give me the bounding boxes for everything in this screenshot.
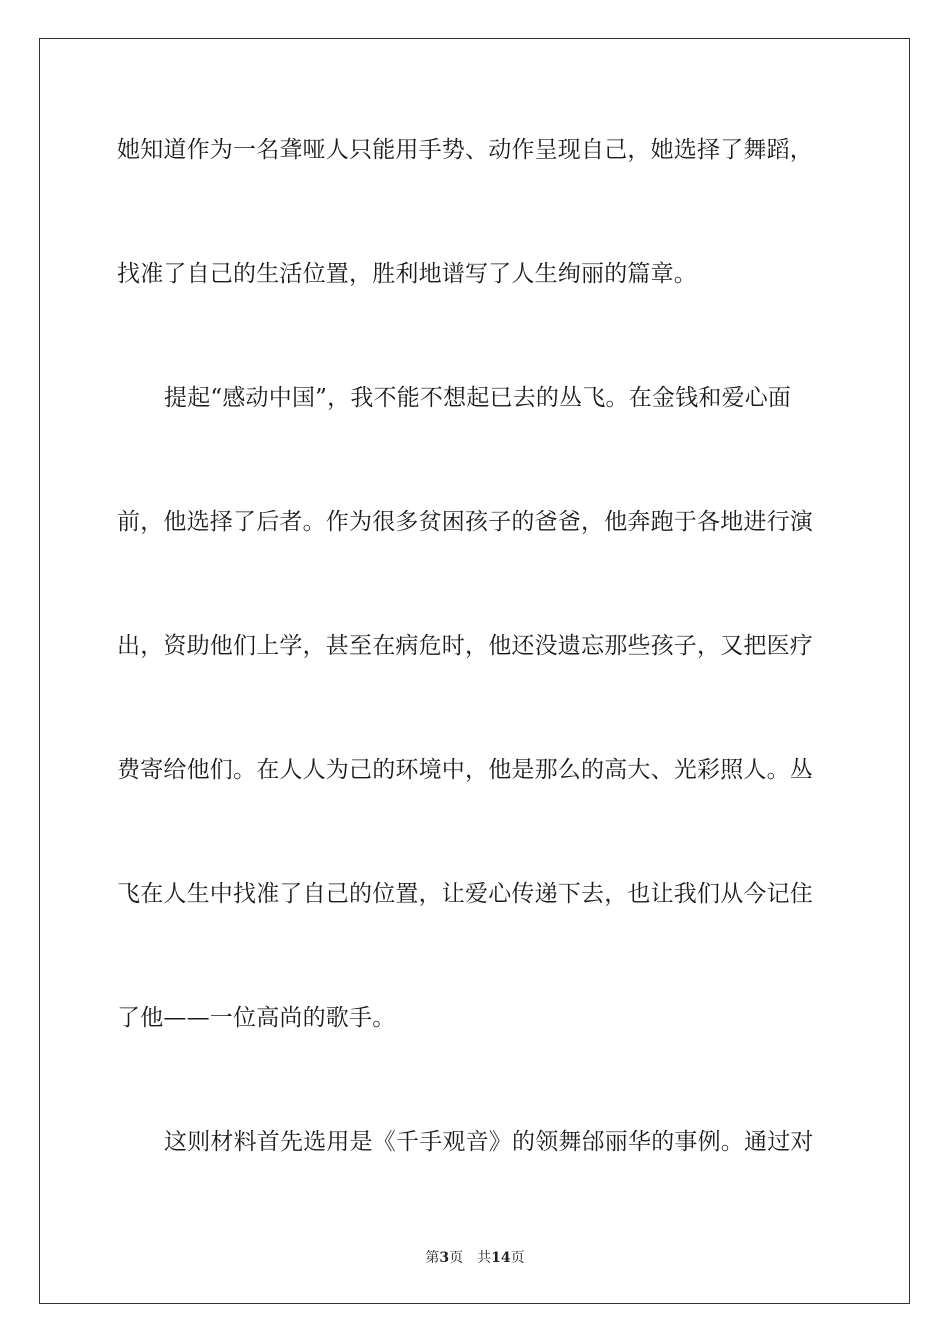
text-line-5: 出，资助他们上学，甚至在病危时，他还没遗忘那些孩子，又把医疗 (117, 633, 813, 659)
page-prefix: 第 (425, 1250, 440, 1266)
page-number: 3 (439, 1250, 450, 1266)
text-line-3: 提起“感动中国”，我不能不想起已去的丛飞。在金钱和爱心面 (164, 385, 792, 411)
text-line-2: 找准了自己的生活位置，胜利地谱写了人生绚丽的篇章。 (117, 261, 697, 287)
total-suffix: 页 (510, 1250, 525, 1266)
text-line-1: 她知道作为一名聋哑人只能用手势、动作呈现自己，她选择了舞蹈， (117, 137, 813, 163)
page-suffix: 页 (449, 1250, 464, 1266)
text-line-7: 飞在人生中找准了自己的位置，让爱心传递下去，也让我们从今记住 (117, 881, 813, 907)
page-footer (0, 1247, 950, 1267)
text-line-9: 这则材料首先选用是《千手观音》的领舞邰丽华的事例。通过对 (164, 1129, 814, 1155)
total-prefix: 共 (477, 1250, 492, 1266)
text-line-6: 费寄给他们。在人人为己的环境中，他是那么的高大、光彩照人。丛 (117, 757, 813, 783)
page-border (39, 38, 910, 1304)
text-line-4: 前，他选择了后者。作为很多贫困孩子的爸爸，他奔跑于各地进行演 (117, 509, 813, 535)
text-line-8: 了他——一位高尚的歌手。 (117, 1005, 396, 1031)
total-pages: 14 (491, 1250, 511, 1266)
